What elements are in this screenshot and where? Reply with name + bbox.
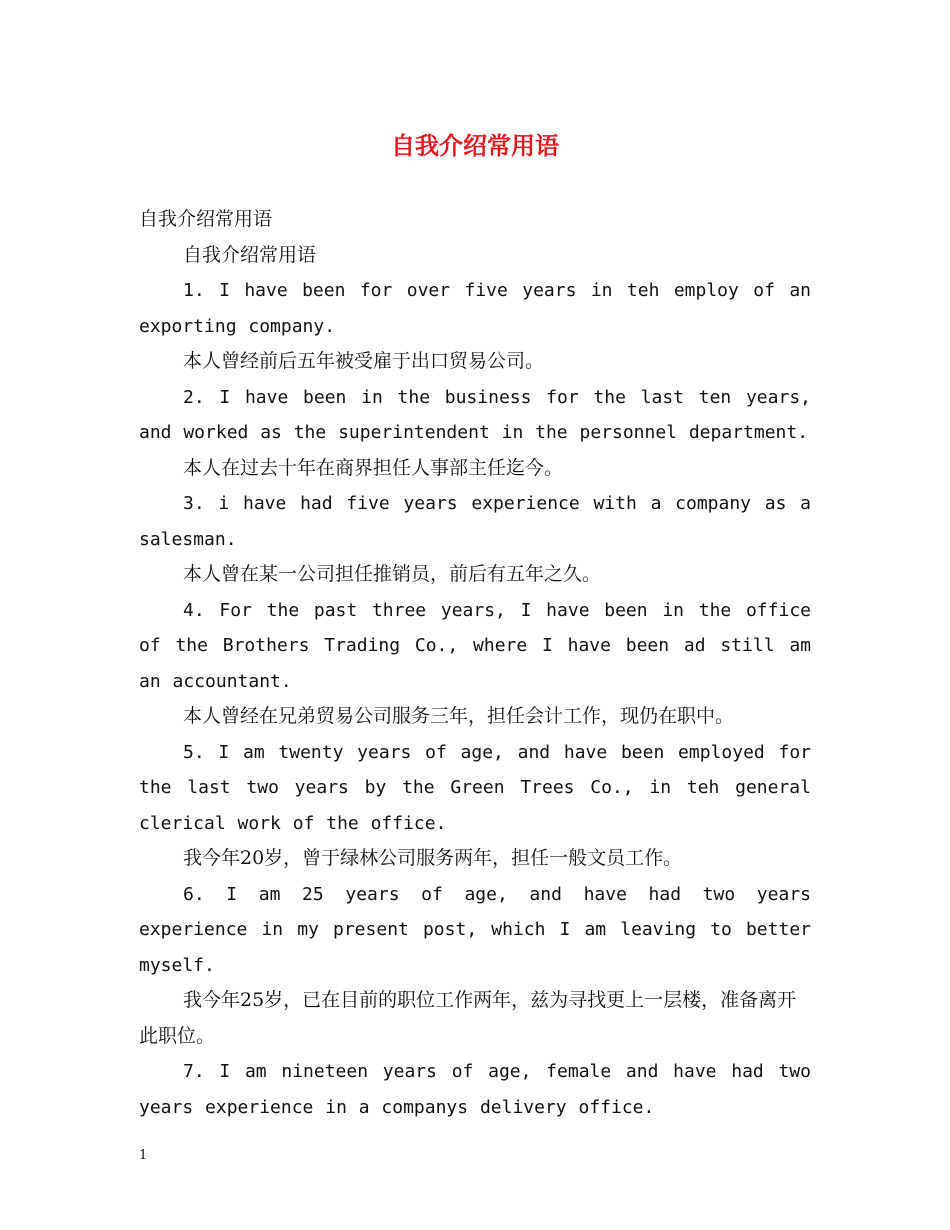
item-2-english: 2. I have been in the business for the last ten years, and worked as the superintendent in the personnel department.: [139, 386, 811, 443]
item-5-chinese: 我今年20岁，曾于绿林公司服务两年，担任一般文员工作。: [183, 847, 683, 869]
item-3-chinese: 本人曾在某一公司担任推销员，前后有五年之久。: [183, 563, 602, 585]
item-6-chinese: 我今年25岁，已在目前的职位工作两年，兹为寻找更上一层楼，准备离开此职位。: [139, 989, 797, 1047]
subheading-line: 自我介绍常用语: [183, 243, 317, 266]
item-4-chinese: 本人曾经在兄弟贸易公司服务三年，担任会计工作，现仍在职中。: [183, 705, 735, 727]
item-1-chinese: 本人曾经前后五年被受雇于出口贸易公司。: [183, 350, 545, 372]
item-7-english: 7. I am nineteen years of age, female and have had two years experience in a companys delivery office.: [139, 1061, 811, 1118]
document-title: 自我介绍常用语: [391, 131, 559, 160]
document-body: [139, 202, 811, 1125]
item-4-english: 4. For the past three years, I have been in the office of the Brothers Trading Co., where I have been ad still am an accountant.: [139, 599, 811, 692]
heading-line: 自我介绍常用语: [139, 208, 273, 230]
item-6-english: 6. I am 25 years of age, and have had two years experience in my present post, which I am leaving to better myself.: [139, 883, 811, 976]
item-3-english: 3. i have had five years experience with a company as a salesman.: [139, 493, 811, 550]
item-5-english: 5. I am twenty years of age, and have been employed for the last two years by the Green Trees Co., in teh general clerical work of the office.: [139, 741, 811, 834]
item-1-english: 1. I have been for over five years in teh employ of an exporting company.: [139, 280, 811, 337]
item-2-chinese: 本人在过去十年在商界担任人事部主任迄今。: [183, 456, 564, 479]
page-number: 1: [139, 1148, 148, 1163]
